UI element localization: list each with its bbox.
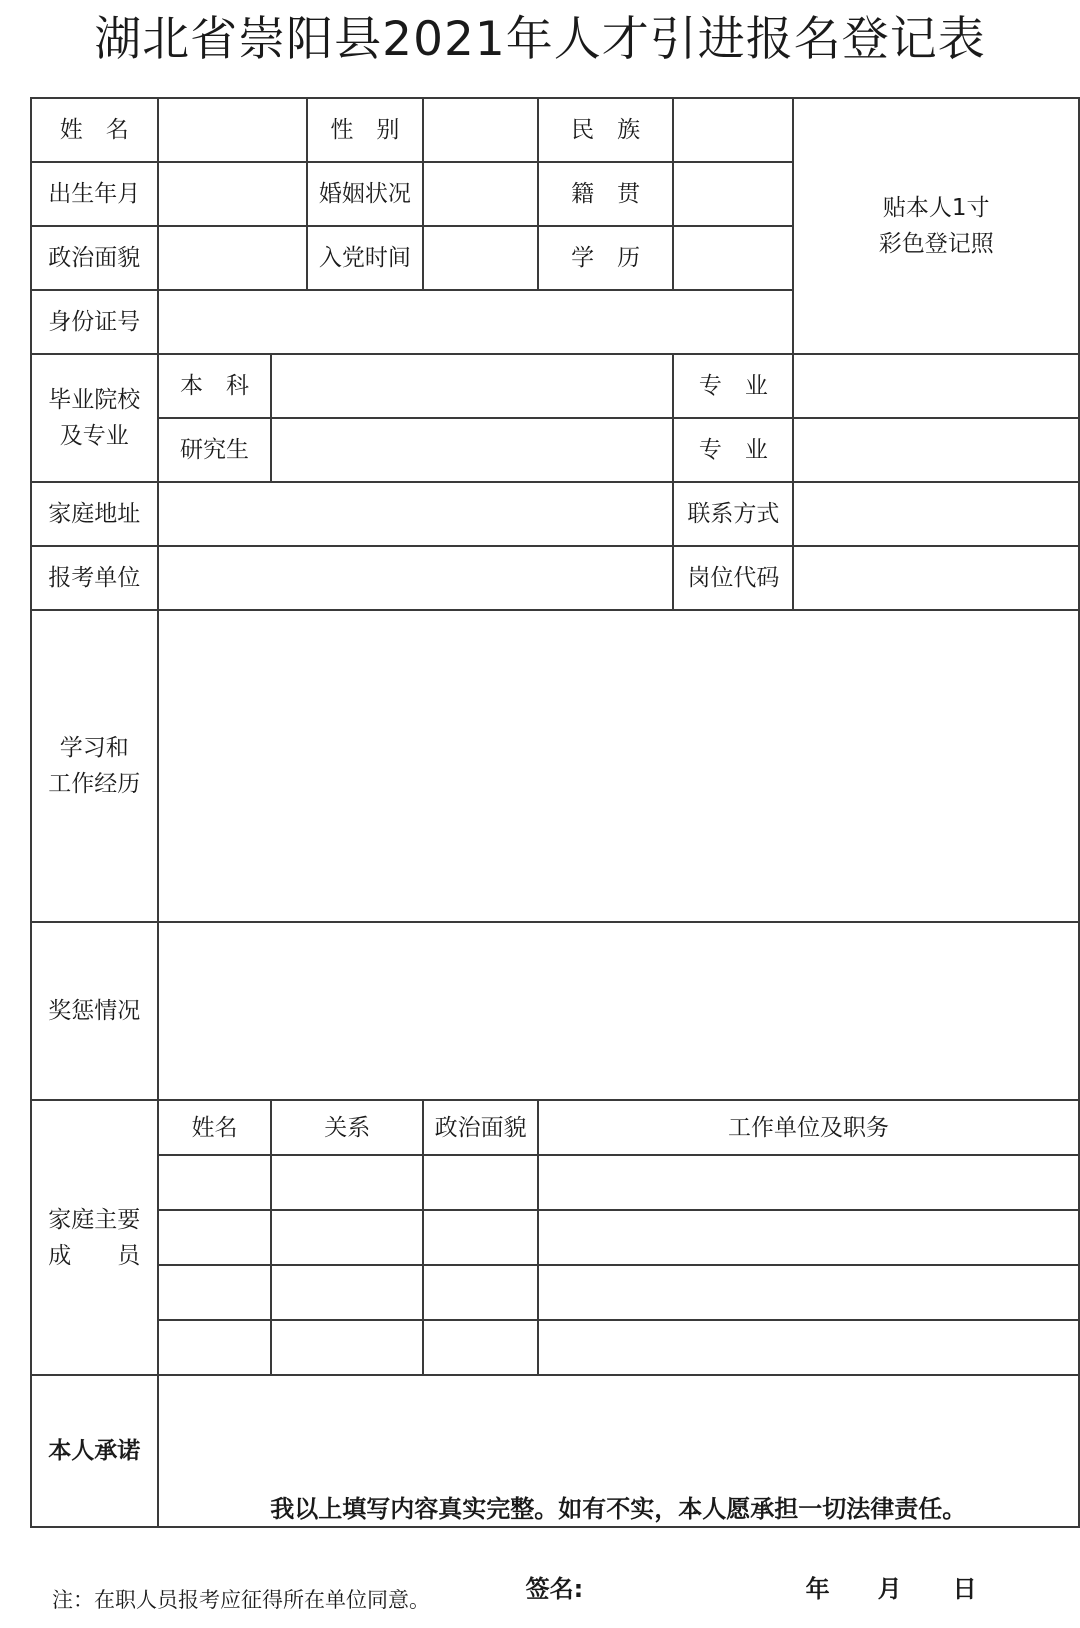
family-header-workplace: 工作单位及职务 <box>538 1100 1079 1155</box>
field-undergrad-school[interactable] <box>271 354 673 418</box>
label-birth: 出生年月 <box>31 162 158 226</box>
field-position-code[interactable] <box>793 546 1079 610</box>
label-position-code: 岗位代码 <box>673 546 793 610</box>
family-header-name: 姓名 <box>158 1100 272 1155</box>
family-relation-cell[interactable] <box>271 1265 423 1320</box>
pledge-cell[interactable] <box>158 1375 1079 1603</box>
field-marital[interactable] <box>423 162 538 226</box>
family-header-relation: 关系 <box>271 1100 423 1155</box>
family-political-cell[interactable] <box>423 1210 538 1265</box>
label-party-join-date: 入党时间 <box>307 226 424 290</box>
photo-box[interactable] <box>793 98 1079 354</box>
label-major-graduate: 专 业 <box>673 418 793 482</box>
family-name-cell[interactable] <box>158 1320 272 1375</box>
label-address: 家庭地址 <box>31 482 158 546</box>
date-year-label: 年 <box>805 1575 830 1603</box>
label-history-line-1: 学习和 <box>59 735 129 761</box>
family-workplace-cell[interactable] <box>538 1210 1079 1265</box>
signature-label: 签名: <box>525 1575 584 1603</box>
family-workplace-cell[interactable] <box>538 1265 1079 1320</box>
field-ethnicity[interactable] <box>673 98 793 162</box>
field-major-undergrad[interactable] <box>793 354 1079 418</box>
date-day-label: 日 <box>952 1575 977 1603</box>
label-history <box>31 610 158 922</box>
label-native-place: 籍 贯 <box>538 162 673 226</box>
label-family-line-1: 家庭主要 <box>48 1206 141 1233</box>
family-name-cell[interactable] <box>158 1265 272 1320</box>
label-political-status: 政治面貌 <box>31 226 158 290</box>
field-awards[interactable] <box>158 922 1079 1100</box>
family-name-cell[interactable] <box>158 1210 272 1265</box>
label-major-undergrad: 专 业 <box>673 354 793 418</box>
label-school-line-1: 毕业院校 <box>48 387 141 413</box>
field-address[interactable] <box>158 482 674 546</box>
label-education: 学 历 <box>538 226 673 290</box>
family-row <box>31 1320 1079 1375</box>
family-relation-cell[interactable] <box>271 1210 423 1265</box>
label-family-line-2: 成 员 <box>48 1242 141 1269</box>
family-relation-cell[interactable] <box>271 1320 423 1375</box>
field-major-graduate[interactable] <box>793 418 1079 482</box>
family-row <box>31 1265 1079 1320</box>
label-school <box>31 354 158 482</box>
photo-line-2: 彩色登记照 <box>878 231 994 257</box>
label-name: 姓 名 <box>31 98 158 162</box>
photo-instructions <box>794 190 1078 262</box>
family-political-cell[interactable] <box>423 1265 538 1320</box>
label-graduate: 研究生 <box>158 418 272 482</box>
field-history[interactable] <box>158 610 1079 922</box>
label-ethnicity: 民 族 <box>538 98 673 162</box>
field-party-join-date[interactable] <box>423 226 538 290</box>
family-political-cell[interactable] <box>423 1155 538 1210</box>
label-marital: 婚姻状况 <box>307 162 424 226</box>
field-name[interactable] <box>158 98 307 162</box>
label-school-line-2: 及专业 <box>59 423 129 449</box>
label-contact: 联系方式 <box>673 482 793 546</box>
field-id-number[interactable] <box>158 290 794 354</box>
field-gender[interactable] <box>423 98 538 162</box>
label-awards: 奖惩情况 <box>31 922 158 1100</box>
pledge-text: 我以上填写内容真实完整。如有不实，本人愿承担一切法律责任。 <box>270 1495 967 1523</box>
photo-line-1: 贴本人1寸 <box>882 195 990 221</box>
field-contact[interactable] <box>793 482 1079 546</box>
field-graduate-school[interactable] <box>271 418 673 482</box>
field-education[interactable] <box>673 226 793 290</box>
footnote: 注：在职人员报考应征得所在单位同意。 <box>52 1588 430 1612</box>
date-month-label: 月 <box>877 1575 902 1603</box>
family-header-political: 政治面貌 <box>423 1100 538 1155</box>
field-native-place[interactable] <box>673 162 793 226</box>
family-relation-cell[interactable] <box>271 1155 423 1210</box>
label-gender: 性 别 <box>307 98 424 162</box>
family-political-cell[interactable] <box>423 1320 538 1375</box>
label-history-line-2: 工作经历 <box>48 771 141 797</box>
label-pledge: 本人承诺 <box>31 1375 158 1527</box>
label-applied-unit: 报考单位 <box>31 546 158 610</box>
family-workplace-cell[interactable] <box>538 1155 1079 1210</box>
field-political-status[interactable] <box>158 226 307 290</box>
label-family <box>31 1100 158 1375</box>
family-row <box>31 1210 1079 1265</box>
label-undergrad: 本 科 <box>158 354 272 418</box>
field-birth[interactable] <box>158 162 307 226</box>
family-row <box>31 1155 1079 1210</box>
form-title: 湖北省崇阳县2021年人才引进报名登记表 <box>94 12 986 67</box>
field-applied-unit[interactable] <box>158 546 674 610</box>
label-id-number: 身份证号 <box>31 290 158 354</box>
family-workplace-cell[interactable] <box>538 1320 1079 1375</box>
family-name-cell[interactable] <box>158 1155 272 1210</box>
